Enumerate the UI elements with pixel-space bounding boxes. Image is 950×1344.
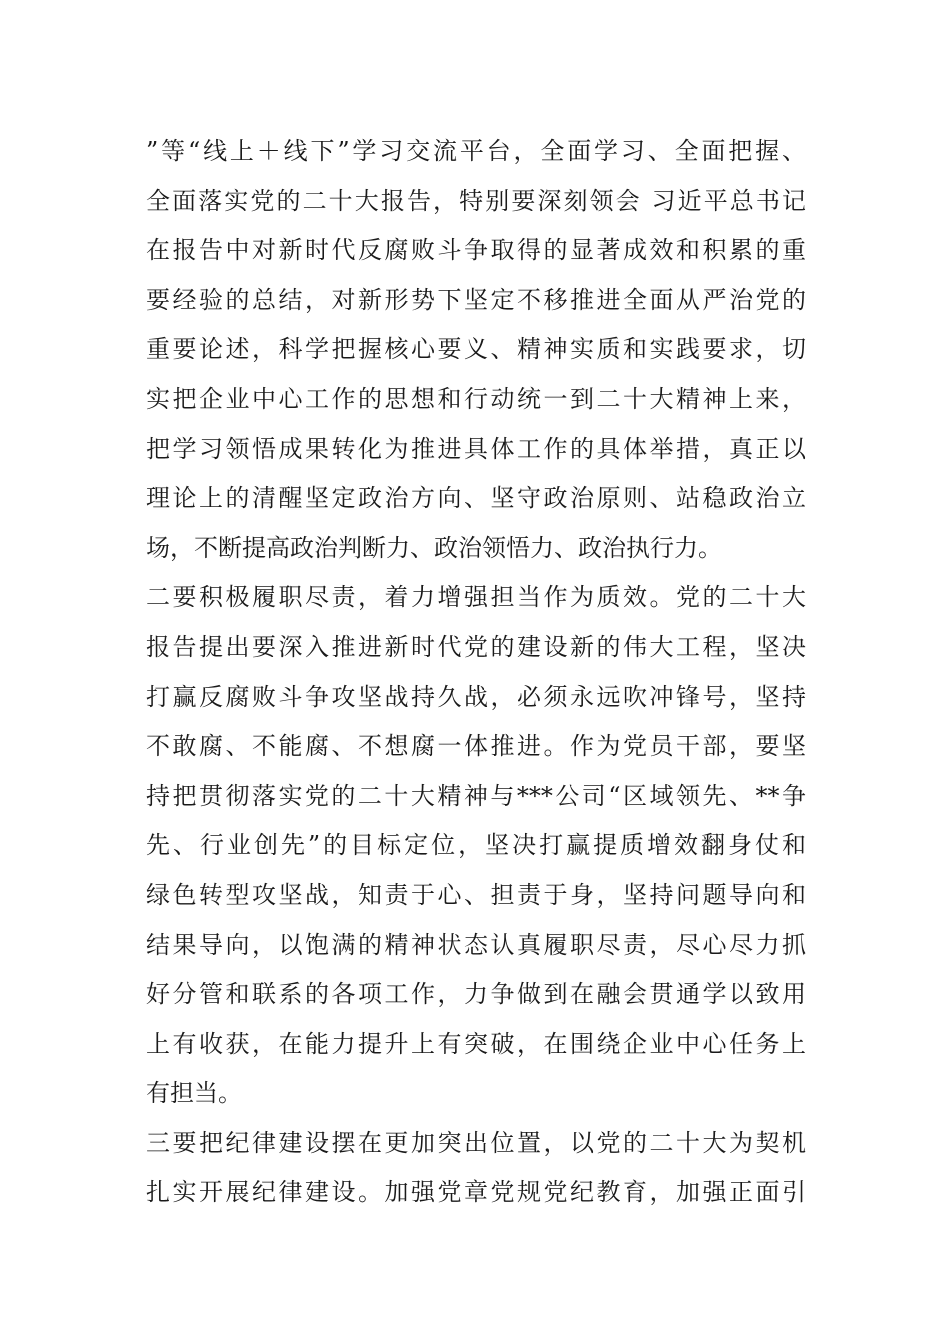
- text-line: 全面落实党的二十大报告，特别要深刻领会 习近平总书记: [146, 186, 806, 215]
- text-line: 有担当。: [146, 1079, 242, 1108]
- text-line: 在报告中对新时代反腐败斗争取得的显著成效和积累的重: [146, 236, 806, 265]
- text-line: ”等“线上＋线下”学习交流平台，全面学习、全面把握、: [146, 137, 806, 165]
- text-line: 扎实开展纪律建设。加强党章党规党纪教育，加强正面引: [146, 1178, 806, 1207]
- text-line: 报告提出要深入推进新时代党的建设新的伟大工程，坚决: [146, 632, 806, 661]
- document-body: [146, 127, 806, 1218]
- text-line: 场，不断提高政治判断力、政治领悟力、政治执行力。: [146, 533, 722, 562]
- text-line: 二要积极履职尽责，着力增强担当作为质效。党的二十大: [146, 583, 806, 612]
- text-line: 把学习领悟成果转化为推进具体工作的具体举措，真正以: [146, 434, 806, 463]
- text-line: 先、行业创先”的目标定位，坚决打赢提质增效翻身仗和: [146, 831, 806, 860]
- text-line: 绿色转型攻坚战，知责于心、担责于身，坚持问题导向和: [146, 880, 806, 909]
- text-line: 上有收获，在能力提升上有突破，在围绕企业中心任务上: [146, 1029, 806, 1058]
- text-line: 实把企业中心工作的思想和行动统一到二十大精神上来，: [146, 384, 806, 413]
- text-line: 要经验的总结，对新形势下坚定不移推进全面从严治党的: [146, 285, 806, 314]
- text-line: 好分管和联系的各项工作，力争做到在融会贯通学以致用: [146, 980, 806, 1009]
- text-line: 结果导向，以饱满的精神状态认真履职尽责，尽心尽力抓: [146, 930, 806, 959]
- text-line: 持把贯彻落实党的二十大精神与***公司“区域领先、**争: [146, 781, 806, 810]
- text-line: 理论上的清醒坚定政治方向、坚守政治原则、站稳政治立: [146, 484, 806, 513]
- text-line: 打赢反腐败斗争攻坚战持久战，必须永远吹冲锋号，坚持: [146, 682, 806, 711]
- text-line: 不敢腐、不能腐、不想腐一体推进。作为党员干部，要坚: [146, 732, 806, 761]
- text-line: 重要论述，科学把握核心要义、精神实质和实践要求，切: [146, 335, 806, 364]
- text-line: 三要把纪律建设摆在更加突出位置，以党的二十大为契机: [146, 1128, 806, 1157]
